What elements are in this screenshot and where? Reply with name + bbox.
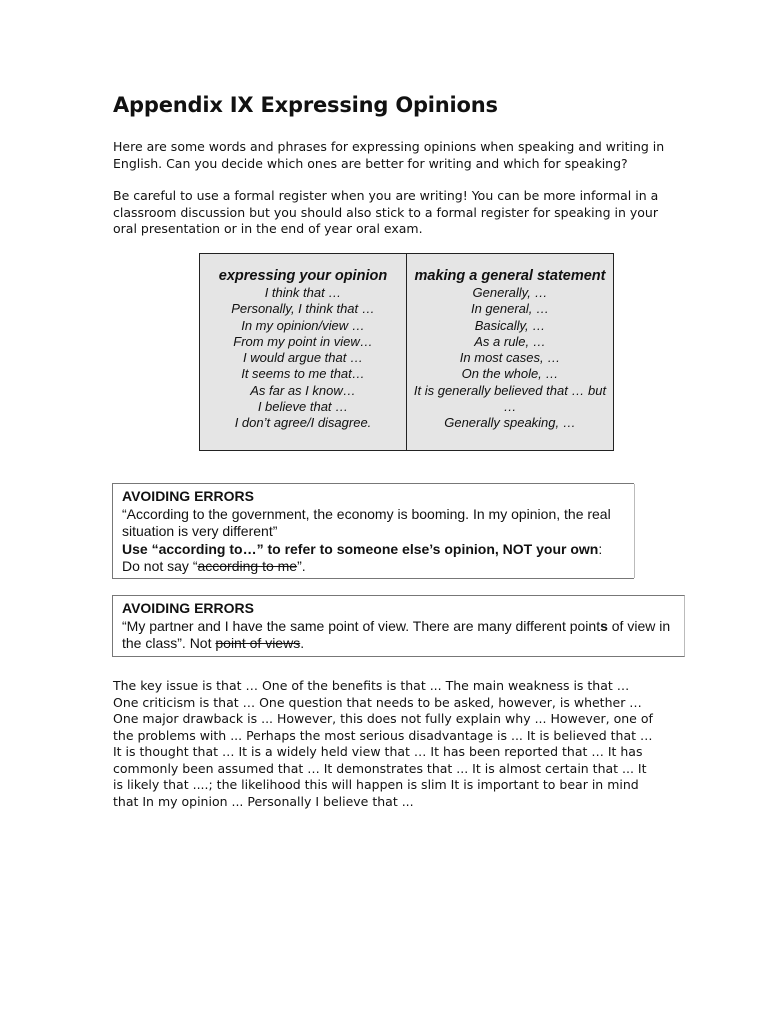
phrase-item: I think that … xyxy=(264,285,342,300)
quote-end: . xyxy=(300,635,305,651)
error-dont-say xyxy=(122,558,634,576)
error-rule-colon: : xyxy=(598,540,603,557)
phrase-item: Personally, I think that … xyxy=(231,301,375,317)
phrase-item: As far as I know… xyxy=(250,382,356,398)
phrase-item: I don’t agree/I disagree. xyxy=(234,415,372,431)
register-caution-paragraph: Be careful to use a formal register when you are writing! You can be more informal in a classroom discussion but you should also stick to a formal register for speaking in your oral presentation or in the end of year oral exam. xyxy=(113,188,659,236)
dont-say-suffix: ”. xyxy=(297,558,306,574)
dont-say-prefix: Do not say “ xyxy=(122,558,198,574)
phrase-item: Basically, … xyxy=(474,317,546,333)
page-title: Appendix IX Expressing Opinions xyxy=(113,93,498,117)
quote-part-a: “My partner and I have the same point of view. There are many different point xyxy=(122,617,601,634)
error-rule-text: Use “according to…” to refer to someone else’s opinion, NOT your own xyxy=(122,540,599,557)
phrase-item: It seems to me that… xyxy=(241,366,365,382)
error-example-quote: “According to the government, the economy is booming. In my opinion, the real situation is very different” xyxy=(122,505,611,539)
avoiding-errors-box-point-of-view xyxy=(112,595,685,657)
phrase-item: On the whole, … xyxy=(461,366,559,382)
phrase-item: It is generally believed that … but … xyxy=(413,382,607,415)
phrase-item: Generally speaking, … xyxy=(444,415,576,431)
error-box-heading: AVOIDING ERRORS xyxy=(122,488,254,504)
column-heading: making a general statement xyxy=(414,268,606,284)
phrase-item: In general, … xyxy=(470,301,550,317)
intro-paragraph: Here are some words and phrases for expressing opinions when speaking and writing in English. Can you decide which ones are better for writing and which for speaking? xyxy=(113,139,665,171)
column-heading: expressing your opinion xyxy=(218,268,388,284)
struck-phrase: according to me xyxy=(197,558,298,574)
useful-phrases-paragraph: The key issue is that … One of the benefits is that ... The main weakness is that … One criticism is that … One question that needs to be asked, however, is whether … One major drawback is ... However, this does not fully explain why ... However, one of the problems with ... Perhaps the most serious disadvantage is ... It is believed that … It is thought that … It is a widely held view that … It has been reported that … It has commonly been assumed that … It demonstrates that ... It is almost certain that ... It is likely that ....; the likelihood this will happen is slim It is important to bear in mind that In my opinion ... Personally I believe that ... xyxy=(113,678,653,809)
quote-bold-letter: s xyxy=(600,617,608,634)
phrase-item: Generally, … xyxy=(472,285,548,300)
opinion-phrases-table xyxy=(199,253,614,451)
quote-part-b: of view in the class”. Not xyxy=(122,617,671,651)
phrase-item: In most cases, … xyxy=(459,350,561,366)
error-example-quote xyxy=(122,618,684,653)
struck-phrase: point of views xyxy=(215,635,301,651)
column-general-statement xyxy=(407,254,614,451)
phrase-item: From my point in view… xyxy=(233,333,373,349)
column-expressing-opinion xyxy=(200,254,407,451)
phrase-item: I would argue that … xyxy=(243,350,363,366)
error-box-heading: AVOIDING ERRORS xyxy=(122,600,254,616)
phrase-item: In my opinion/view … xyxy=(241,317,365,333)
error-rule xyxy=(122,541,634,559)
phrase-item: I believe that … xyxy=(257,399,349,415)
avoiding-errors-box-according-to xyxy=(112,483,634,579)
phrase-item: As a rule, … xyxy=(474,333,546,349)
